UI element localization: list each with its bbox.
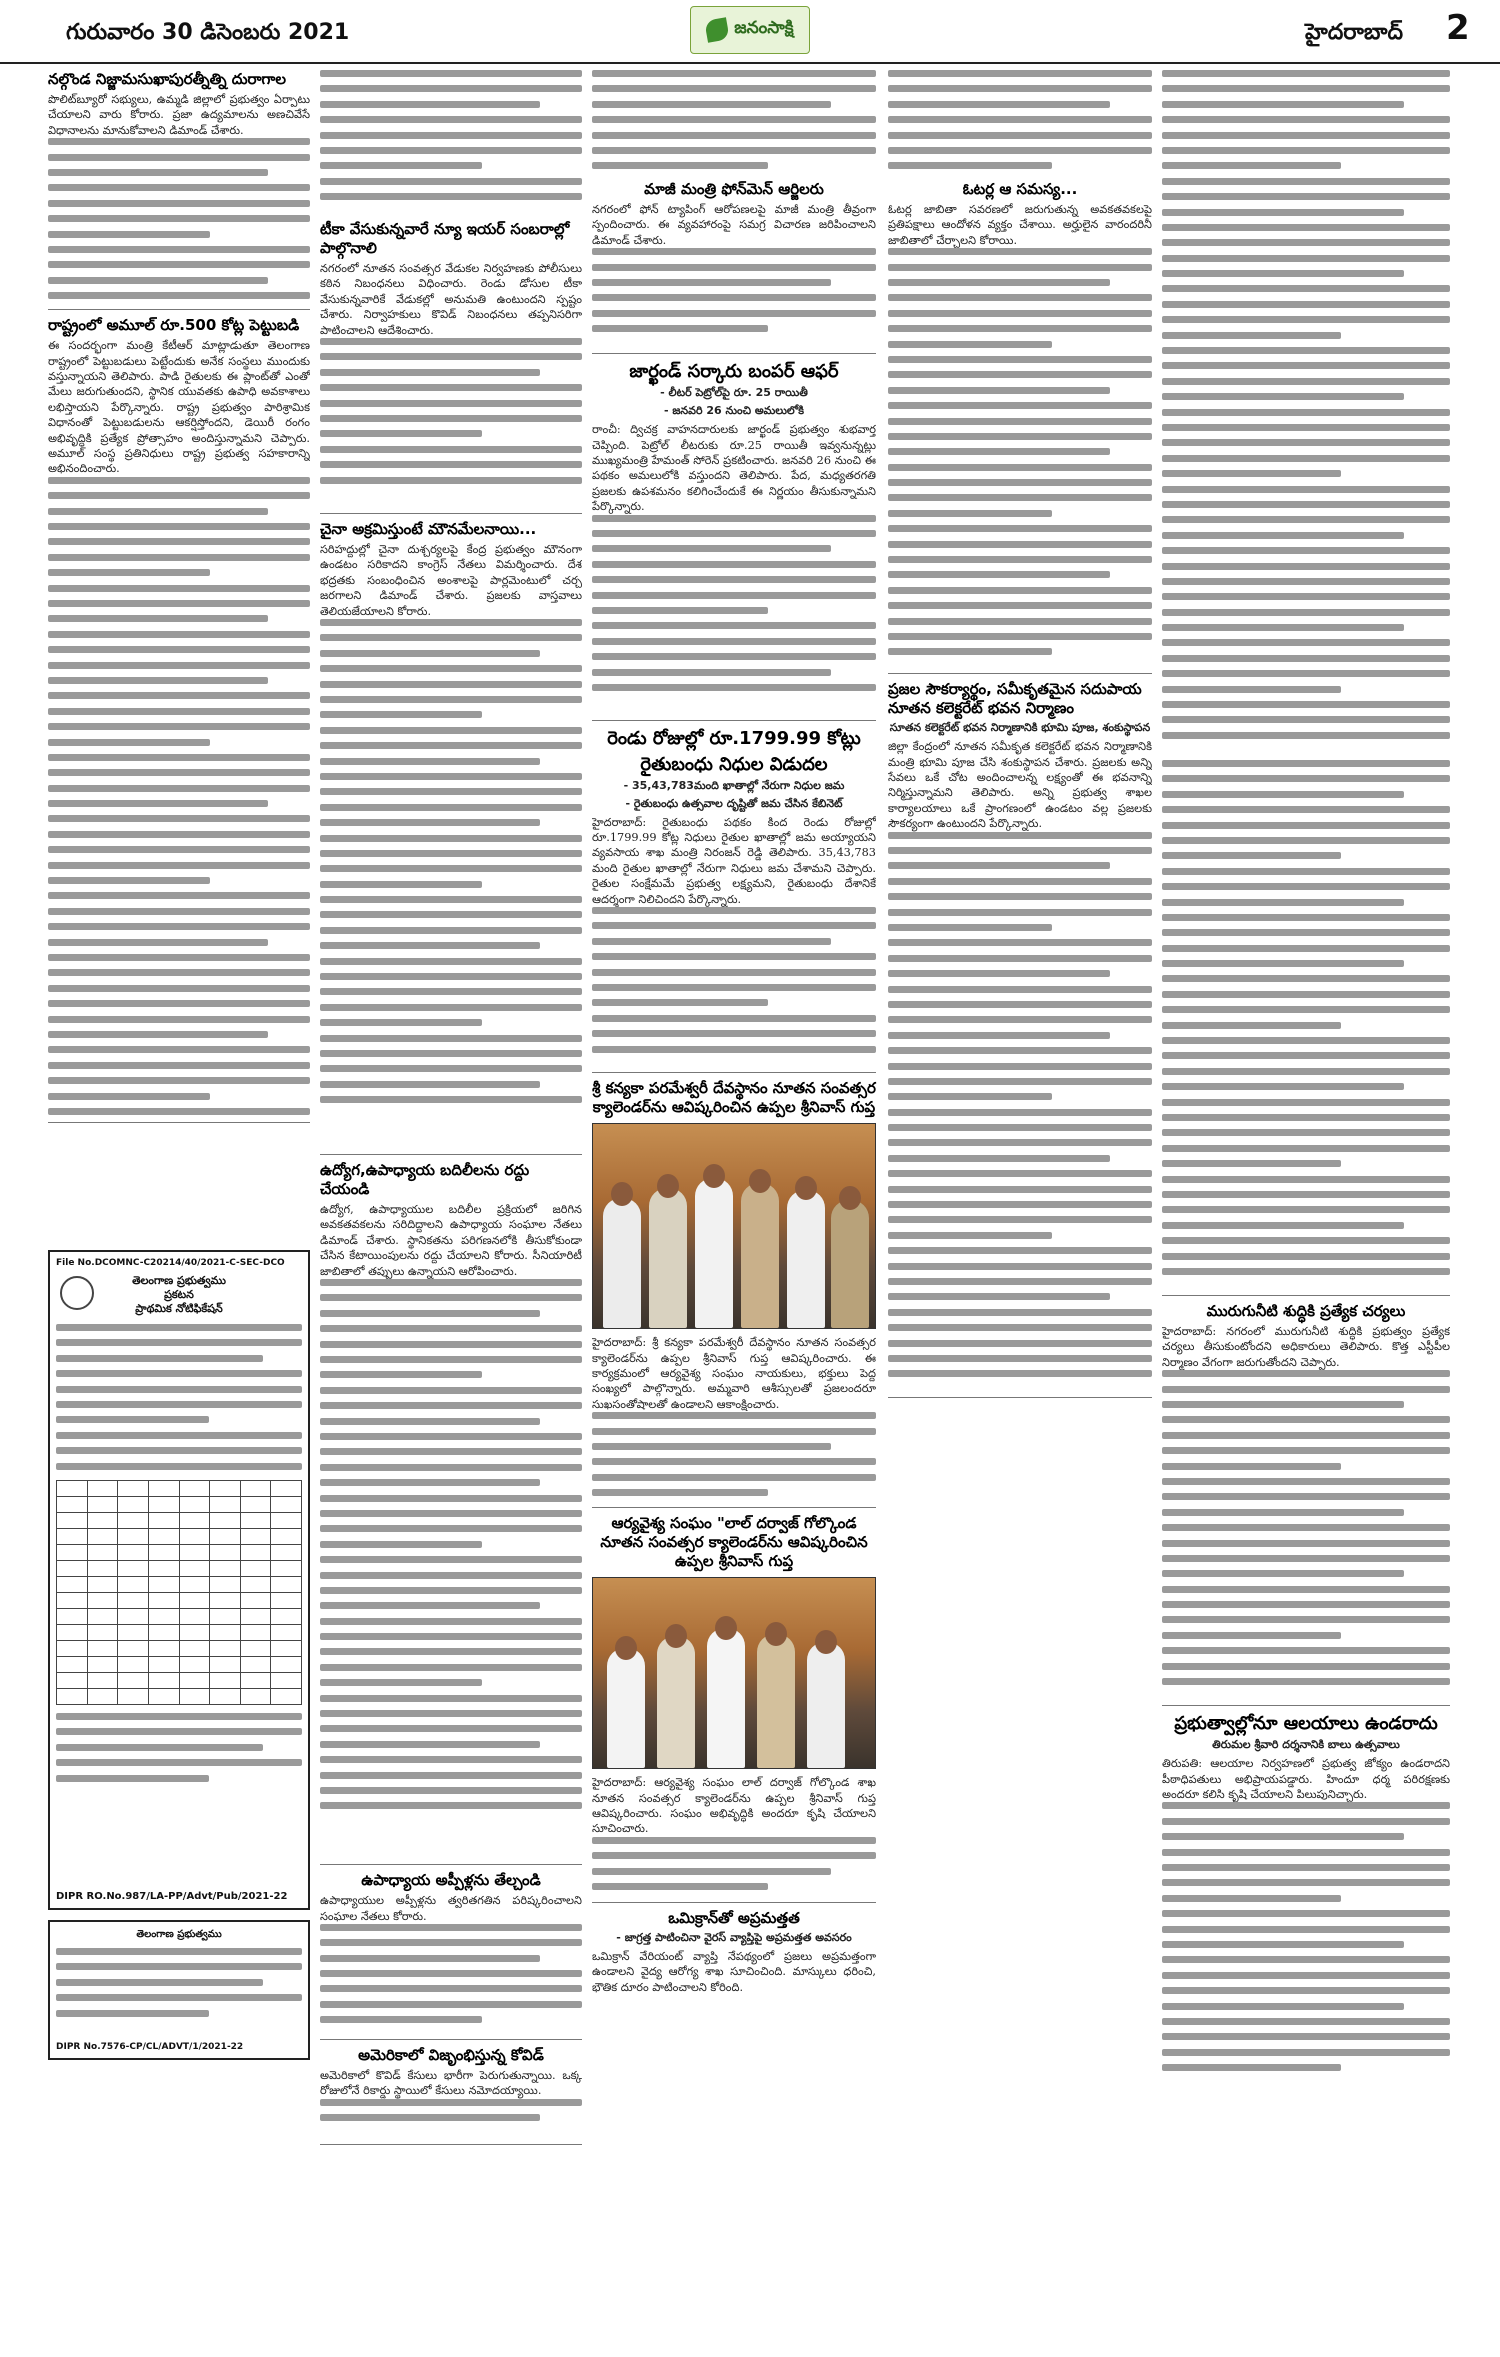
headline: మాజీ మంత్రి ఫోన్‌మెన్ ఆర్జిలరు	[644, 180, 824, 198]
article-body: హైదరాబాద్: ఆర్యవైశ్య సంఘం లాల్ దర్వాజ్ గోల్కొండ శాఖ నూతన సంవత్సర క్యాలెండర్‌ను ఉప్పల శ్రీనివాస్ గుప్త ఆవిష్కరించారు. సంఘం అభివృద్ధికి అందరూ కృషి చేయాలని సూచించారు.	[592, 1776, 876, 1836]
article-body: హైదరాబాద్: శ్రీ కన్యకా పరమేశ్వరీ దేవస్థానం నూతన సంవత్సర క్యాలెండర్‌ను ఉప్పల శ్రీనివాస్ గుప్త ఆవిష్కరించారు. ఈ కార్యక్రమంలో ఆర్యవైశ్య సంఘం నాయకులు, భక్తులు పెద్ద సంఖ్యలో పాల్గొన్నారు. అమ్మవారి ఆశీస్సులతో ప్రజలందరూ సుఖసంతోషాలతో ఉండాలని ఆకాంక్షించారు.	[592, 1336, 876, 1411]
logo-text: జనంసాక్షి	[734, 18, 794, 38]
notice-file-no: File No.DCOMNC-C20214/40/2021-C-SEC-DCO	[56, 1258, 285, 1268]
article-body-continued	[1162, 1370, 1450, 1700]
tender-notice-body	[56, 1948, 302, 2028]
leaf-icon	[705, 17, 730, 42]
notice-heading: ప్రాథమిక నోటిఫికేషన్	[135, 1302, 223, 1315]
government-notice	[48, 1250, 310, 1910]
government-seal-icon	[60, 1276, 94, 1310]
column-3	[592, 70, 876, 2006]
article-c3e	[592, 1079, 876, 1508]
calendar-launch-photo	[592, 1123, 876, 1329]
article-body: సరిహద్దుల్లో చైనా దుశ్చర్యలపై కేంద్ర ప్రభుత్వం మౌనంగా ఉండటం సరికాదని కాంగ్రెస్ నేతలు విమర్శించారు. దేశ భద్రతకు సంబంధించిన అంశాలపై పార్లమెంటులో చర్చ జరగాలని డిమాండ్ చేశారు. ప్రజలకు వాస్తవాలు తెలియజేయాలని కోరారు.	[320, 543, 582, 618]
headline: ఆర్యవైశ్య సంఘం "లాల్ దర్వాజ్ గోల్కొండ నూతన సంవత్సర క్యాలెండర్‌ను ఆవిష్కరించిన ఉప్పల శ్రీనివాస్ గుప్త	[600, 1514, 868, 1571]
article-body-continued	[320, 1279, 582, 1859]
article-c2a	[320, 220, 582, 514]
article-c2d	[320, 1871, 582, 2040]
article-c4b-continued	[1162, 760, 1450, 1296]
article-body-continued	[320, 2099, 582, 2139]
article-body: నగరంలో ఫోన్ ట్యాపింగ్ ఆరోపణలపై మాజీ మంత్రి తీవ్రంగా స్పందించారు. ఈ వ్యవహారంపై సమగ్ర విచారణ జరిపించాలని డిమాండ్ చేశారు.	[592, 203, 876, 247]
article-c3f	[592, 1514, 876, 1903]
article-body-continued	[320, 1924, 582, 2034]
tender-notice	[48, 1920, 310, 2060]
article-c1b	[48, 316, 310, 1123]
headline: ప్రభుత్వాల్లోనూ ఆలయాలు ఉండరాదు	[1174, 1713, 1438, 1735]
association-calendar-photo	[592, 1577, 876, 1769]
notice-body	[56, 1324, 302, 1474]
article-body: హైదరాబాద్: నగరంలో మురుగునీటి శుద్ధికి ప్రభుత్వం ప్రత్యేక చర్యలు తీసుకుంటోందని అధికారులు తెలిపారు. కొత్త ఎస్టీపీల నిర్మాణం వేగంగా జరుగుతోందని చెప్పారు.	[1162, 1325, 1450, 1369]
article-c4a	[888, 180, 1152, 674]
article-body: అమెరికాలో కొవిడ్ కేసులు భారీగా పెరుగుతున్నాయి. ఒక్క రోజులోనే రికార్డు స్థాయిలో కేసులు నమోదయ్యాయి.	[320, 2068, 582, 2098]
article-body: ఉద్యోగ, ఉపాధ్యాయుల బదిలీల ప్రక్రియలో జరిగిన అవకతవకలను సరిదిద్దాలని ఉపాధ్యాయ సంఘాల నేతలు డిమాండ్ చేశారు. స్థానికతను పరిగణనలోకి తీసుకోకుండా చేసిన కేటాయింపులను రద్దు చేయాలని కోరారు. సీనియారిటీ జాబితాలో తప్పులు ఉన్నాయని ఆరోపించారు.	[320, 1203, 582, 1278]
headline: అమెరికాలో విజృంభిస్తున్న కోవిడ్	[358, 2045, 544, 2064]
headline-2: రైతుబంధు నిధుల విడుదల	[640, 753, 828, 775]
column-1	[48, 70, 310, 1129]
article-body-continued	[592, 1837, 876, 1897]
subheadline: - జనవరి 26 నుంచి అమలులోకి	[664, 404, 804, 418]
headline: జార్ఖండ్ సర్కారు బంపర్ ఆఫర్	[629, 361, 839, 383]
article-body-continued	[1162, 760, 1450, 1290]
article-body-continued	[592, 248, 876, 348]
article-body-continued	[888, 832, 1152, 1392]
newspaper-logo	[690, 6, 810, 54]
headline: మురుగునీటి శుద్ధికి ప్రత్యేక చర్యలు	[1206, 1302, 1406, 1320]
article-body: ఈ సందర్భంగా మంత్రి కేటీఆర్ మాట్లాడుతూ తెలంగాణ రాష్ట్రంలో పెట్టుబడులు పెట్టేందుకు అనేక సంస్థలు ముందుకు వస్తున్నాయని తెలిపారు. పాడి రైతులకు ఈ ప్లాంట్‌తో ఎంతో మేలు జరుగుతుందని, స్థానిక యువతకు ఉపాధి అవకాశాలు లభిస్తాయని పేర్కొన్నారు. రాష్ట్ర ప్రభుత్వం పారిశ్రామిక విధానంతో పెట్టుబడులను ఆకర్షిస్తోందని, డెయిరీ రంగం అభివృద్ధికి ప్రత్యేక ప్రోత్సాహం అందిస్తున్నామని చెప్పారు. అమూల్ సంస్థ ప్రతినిధులు రాష్ట్ర ప్రభుత్వ సహకారాన్ని అభినందించారు.	[48, 339, 310, 476]
article-continuation	[888, 70, 1152, 180]
headline: ఒమిక్రాన్‌తో అప్రమత్తత	[668, 1908, 800, 1927]
article-body-continued	[592, 907, 876, 1067]
edition-city: హైదరాబాద్	[1305, 20, 1403, 45]
masthead	[0, 0, 1500, 64]
subheadline: - 35,43,783మంది ఖాతాల్లో నేరుగా నిధుల జమ	[623, 778, 845, 792]
article-body-continued	[888, 248, 1152, 668]
headline: ఓటర్ల ఆ సమస్య...	[962, 180, 1078, 198]
article-continuation	[592, 70, 876, 180]
article-c4d	[1162, 1712, 1450, 2087]
article-body-continued	[592, 515, 876, 715]
headline: ప్రజల సౌకర్యార్థం, సమీకృతమైన సదుపాయ నూతన కలెక్టరేట్ భవన నిర్మాణం	[888, 680, 1142, 718]
notice-subtitle: ప్రకటన	[164, 1288, 194, 1301]
headline: చైనా అక్రమిస్తుంటే మౌనమేలనాయి...	[320, 520, 537, 539]
article-body: హైదరాబాద్: రైతుబంధు పథకం కింద రెండు రోజుల్లో రూ.1799.99 కోట్ల నిధులు రైతుల ఖాతాల్లో జమ అయ్యాయని వ్యవసాయ శాఖ మంత్రి నిరంజన్ రెడ్డి తెలిపారు. 35,43,783 మంది రైతుల ఖాతాల్లో నేరుగా నిధులు జమ చేశామని చెప్పారు. రైతుల సంక్షేమమే ప్రభుత్వ లక్ష్యమని, రైతుబంధు దేశానికే ఆదర్శంగా నిలిచిందని పేర్కొన్నారు.	[592, 815, 876, 906]
article-body: ఓటర్ల జాబితా సవరణలో జరుగుతున్న అవకతవకలపై ప్రతిపక్షాలు ఆందోళన వ్యక్తం చేశాయి. అర్హులైన వారందరినీ జాబితాలో చేర్చాలని కోరాయి.	[888, 203, 1152, 247]
article-body: నగరంలో నూతన సంవత్సర వేడుకల నిర్వహణకు పోలీసులు కఠిన నిబంధనలు విధించారు. రెండు డోసుల టీకా వేసుకున్నవారికే వేడుకల్లో అనుమతి ఉంటుందని స్పష్టం చేశారు. నిర్వాహకులు కొవిడ్ నిబంధనలు తప్పనిసరిగా పాటించాలని ఆదేశించారు.	[320, 262, 582, 337]
headline: నల్గొండ నిజ్జామసుఖాపురత్నీత్ని దురాగాల	[48, 70, 287, 88]
article-body-continued	[48, 477, 310, 1117]
notice-dipr-number: DIPR RO.No.987/LA-PP/Advt/Pub/2021-22	[56, 1891, 288, 1902]
article-continuation	[1162, 70, 1450, 760]
article-body-continued	[1162, 1802, 1450, 2082]
headline: శ్రీ కన్యకా పరమేశ్వరీ దేవస్థానం నూతన సంవత్సర క్యాలెండర్‌ను ఆవిష్కరించిన ఉప్పల శ్రీనివాస్ గుప్త	[592, 1079, 876, 1117]
issue-date: గురువారం 30 డిసెంబరు 2021	[66, 20, 350, 45]
article-c3a	[592, 180, 876, 354]
article-body: పొలిట్‌బ్యూరో సభ్యులు, ఉమ్మడి జిల్లాలో ప్రభుత్వం ఏర్పాటు చేయాలని వారు కోరారు. ప్రజా ఉద్యమాలను అణచివేసే విధానాలను మానుకోవాలని డిమాండ్ చేశారు.	[48, 93, 310, 137]
article-c2e	[320, 2046, 582, 2145]
column-4	[888, 70, 1152, 1404]
article-body: ఉపాధ్యాయుల అప్పీళ్లను త్వరితగతిన పరిష్కరించాలని సంఘాల నేతలు కోరారు.	[320, 1894, 582, 1923]
headline: రెండు రోజుల్లో రూ.1799.99 కోట్లు	[607, 727, 861, 749]
tender-dipr-number: DIPR No.7576-CP/CL/ADVT/1/2021-22	[56, 2042, 244, 2052]
subheadline: - జాగ్రత్త పాటించినా వైరస్ వ్యాప్తిపై అప్రమత్తత అవసరం	[616, 1930, 852, 1944]
subheadline: - లీటర్ పెట్రోల్‌పై రూ. 25 రాయితీ	[660, 386, 808, 400]
article-c3b	[592, 360, 876, 720]
article-body: జిల్లా కేంద్రంలో నూతన సమీకృత కలెక్టరేట్ భవన నిర్మాణానికి మంత్రి భూమి పూజ చేసి శంకుస్థాపన చేశారు. ప్రజలకు అన్ని సేవలు ఒకే చోట అందించాలన్న లక్ష్యంతో ఈ భవనాన్ని నిర్మిస్తున్నామని తెలిపారు. అన్ని ప్రభుత్వ శాఖల కార్యాలయాలు ఒకే ప్రాంగణంలో ఉండటం వల్ల ప్రజలకు సౌకర్యంగా ఉంటుందని పేర్కొన్నారు.	[888, 740, 1152, 831]
notice-footer-text	[56, 1713, 302, 1793]
column-2	[320, 70, 582, 2151]
article-c3g	[592, 1909, 876, 2000]
article-body: తిరుపతి: ఆలయాల నిర్వహణలో ప్రభుత్వ జోక్యం ఉండరాదని పీఠాధిపతులు అభిప్రాయపడ్డారు. హిందూ ధర్మ పరిరక్షణకు అందరూ కలిసి కృషి చేయాలని పిలుపునిచ్చారు.	[1162, 1757, 1450, 1802]
subheadline: తిరుమల శ్రీవారి దర్శనానికి బాలు ఉత్సవాలు	[1212, 1738, 1400, 1752]
headline: రాష్ట్రంలో అమూల్ రూ.500 కోట్ల పెట్టుబడి	[48, 316, 300, 335]
article-c3d	[592, 727, 876, 1073]
article-c4c	[1162, 1302, 1450, 1706]
column-5	[1162, 70, 1450, 2093]
article-continuation	[320, 70, 582, 220]
article-c2c	[320, 1161, 582, 1865]
headline: ఉద్యోగ,ఉపాధ్యాయ బదిలీలను రద్దు చేయండి	[320, 1161, 530, 1199]
article-body-continued	[320, 619, 582, 1149]
tender-notice-title: తెలంగాణ ప్రభుత్వము	[136, 1929, 222, 1940]
subheadline: - రైతుబంధు ఉత్సవాల దృష్టితో జమ చేసిన కేబినెట్	[625, 796, 843, 810]
article-c2b	[320, 520, 582, 1155]
article-body-continued	[320, 338, 582, 508]
article-body: ఒమిక్రాన్ వేరియంట్ వ్యాప్తి నేపథ్యంలో ప్రజలు అప్రమత్తంగా ఉండాలని వైద్య ఆరోగ్య శాఖ సూచించింది. మాస్కులు ధరించి, భౌతిక దూరం పాటించాలని కోరింది.	[592, 1949, 876, 1994]
notice-title: తెలంగాణ ప్రభుత్వము	[132, 1274, 226, 1287]
headline: ఉపాధ్యాయ అప్పీళ్లను తేల్చండి	[361, 1871, 541, 1890]
subheadline: సూతన కలెక్టరేట్ భవన నిర్మాణానికి భూమి పూజ, శంకుస్థాపన	[889, 721, 1151, 735]
article-body: రాంచీ: ద్విచక్ర వాహనదారులకు జార్ఖండ్ ప్రభుత్వం శుభవార్త చెప్పింది. పెట్రోల్ లీటరుకు రూ.25 రాయితీ ఇవ్వనున్నట్లు ముఖ్యమంత్రి హేమంత్ సోరెన్ ప్రకటించారు. జనవరి 26 నుంచి ఈ పథకం అమలులోకి వస్తుందని తెలిపారు. పేద, మధ్యతరగతి ప్రజలకు ఉపశమనం కలిగించేందుకే ఈ నిర్ణయం తీసుకున్నామని పేర్కొన్నారు.	[592, 423, 876, 514]
article-c1a	[48, 70, 310, 310]
article-body-continued	[48, 138, 310, 304]
article-c4b	[888, 680, 1152, 1397]
article-body-continued	[592, 1412, 876, 1502]
notice-schedule-table	[56, 1480, 302, 1705]
headline: టీకా వేసుకున్నవారే న్యూ ఇయర్ సంబరాల్లో పాల్గొనాలి	[320, 220, 570, 257]
page-number: 2	[1446, 8, 1470, 48]
